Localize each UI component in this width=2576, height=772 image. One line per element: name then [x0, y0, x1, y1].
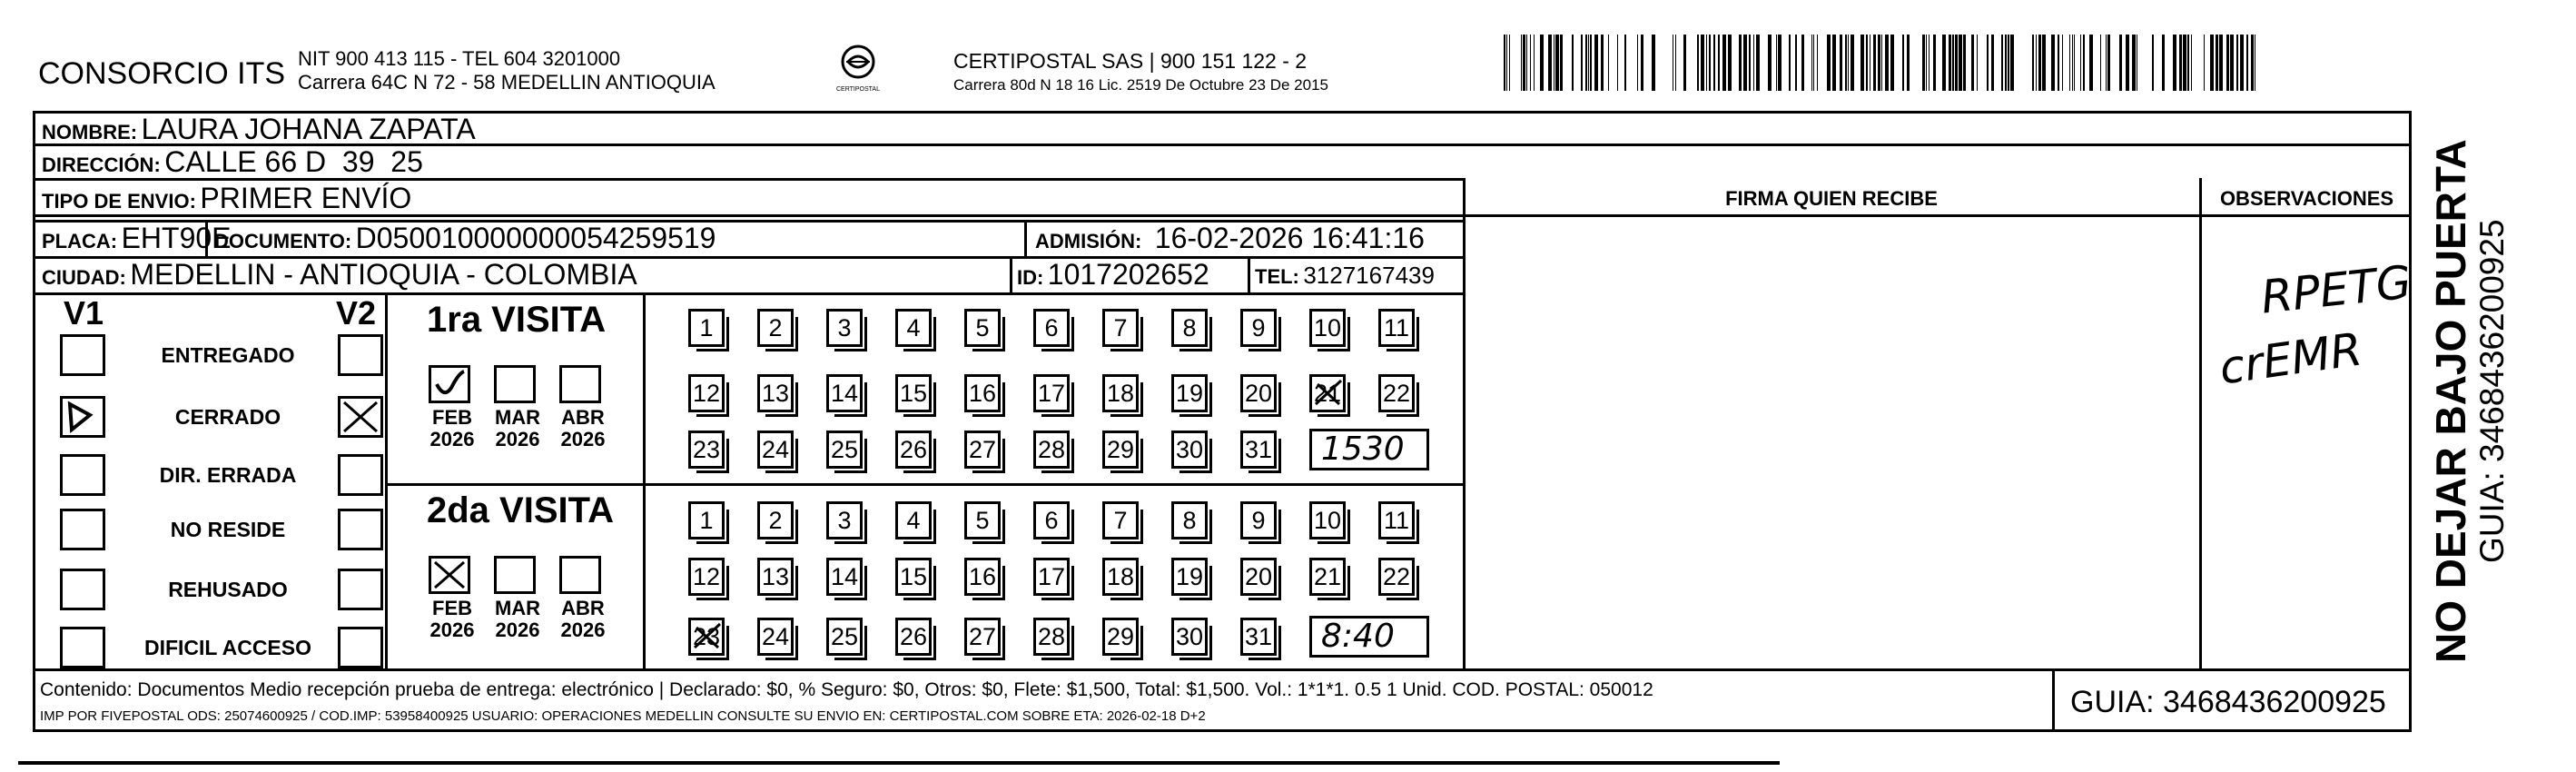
day-number: 3 — [837, 314, 852, 341]
day-number: 30 — [1175, 623, 1204, 650]
day-number: 21 — [1313, 563, 1342, 590]
city-cell — [42, 258, 637, 292]
day-box-11[interactable] — [1378, 501, 1415, 539]
day-number: 29 — [1106, 623, 1135, 650]
day-number: 16 — [968, 563, 997, 590]
v1-checkbox[interactable] — [60, 569, 105, 610]
v2-checkbox[interactable] — [338, 627, 383, 668]
day-number: 23 — [692, 623, 721, 650]
bottom-rule — [18, 761, 1780, 765]
company-address: Carrera 64C N 72 - 58 MEDELLIN ANTIOQUIA — [298, 71, 716, 94]
day-box-6[interactable] — [1033, 501, 1070, 539]
day-number: 6 — [1044, 507, 1059, 534]
day-number: 4 — [906, 507, 921, 534]
day-number: 7 — [1113, 507, 1128, 534]
day-number: 13 — [761, 380, 790, 407]
send-type-label: TIPO DE ENVIO: — [42, 190, 196, 213]
day-box-1[interactable] — [688, 501, 725, 539]
day-box-16[interactable] — [964, 374, 1001, 412]
day-number: 9 — [1251, 507, 1266, 534]
v1-checkbox[interactable] — [60, 454, 105, 496]
v2-checkbox[interactable] — [338, 396, 383, 438]
day-box-8[interactable] — [1171, 309, 1208, 347]
day-number: 27 — [968, 623, 997, 650]
day-box-18[interactable] — [1102, 558, 1139, 596]
day-box-13[interactable] — [757, 558, 794, 596]
year-label: 2026 — [495, 428, 540, 450]
day-number: 14 — [830, 380, 859, 407]
content-summary: Contenido: Documentos Medio recepción prueba de entrega: electrónico | Declarado: $0, % Seguro: $0, Otros: $0, Flete: $1,500, Total: $1,500. Vol.: 1*1*1. 0.5 1 Unid. COD. POSTAL: 050012 — [40, 679, 1653, 700]
day-number: 10 — [1313, 507, 1342, 534]
day-number: 20 — [1244, 563, 1273, 590]
day-box-6[interactable] — [1033, 309, 1070, 347]
document-cell — [214, 222, 716, 255]
v2-label: V2 — [336, 294, 377, 332]
plate: EHT90E — [121, 222, 232, 254]
barcode — [1504, 35, 2285, 94]
name-label: NOMBRE: — [42, 121, 138, 144]
admission-label: ADMISIÓN: — [1035, 230, 1142, 252]
day-box-24[interactable] — [757, 431, 794, 469]
day-box-17[interactable] — [1033, 558, 1070, 596]
day-number: 18 — [1106, 380, 1135, 407]
day-number: 20 — [1244, 380, 1273, 407]
v2-checkbox[interactable] — [338, 509, 383, 550]
day-box-29[interactable] — [1102, 431, 1139, 469]
day-number: 5 — [975, 314, 990, 341]
day-number: 25 — [830, 623, 859, 650]
day-number: 24 — [761, 623, 790, 650]
name-row — [42, 113, 476, 146]
day-number: 30 — [1175, 436, 1204, 463]
year-label: 2026 — [560, 619, 606, 641]
side-guide-number: GUIA: 3468436200925 — [2473, 219, 2511, 563]
day-box-27[interactable] — [964, 618, 1001, 656]
day-box-20[interactable] — [1240, 558, 1277, 596]
day-number: 21 — [1313, 380, 1342, 407]
day-box-4[interactable] — [895, 309, 932, 347]
plate-cell — [42, 222, 232, 255]
month-label: ABR — [561, 597, 605, 619]
status-label: DIR. ERRADA — [159, 463, 297, 487]
second-visit-time: 8:40 — [1321, 618, 1395, 655]
tel-number: 3127167439 — [1303, 262, 1435, 289]
side-guide — [2473, 182, 2510, 563]
day-box-12[interactable] — [688, 558, 725, 596]
day-number: 27 — [968, 436, 997, 463]
certipostal-logo-icon — [835, 44, 881, 82]
day-box-31[interactable] — [1240, 618, 1277, 656]
day-box-10[interactable] — [1309, 501, 1346, 539]
logo-caption: CERTIPOSTAL — [836, 86, 880, 93]
day-number: 8 — [1182, 314, 1197, 341]
day-box-11[interactable] — [1378, 309, 1415, 347]
year-label: 2026 — [560, 428, 606, 450]
month-label: MAR — [494, 406, 541, 429]
address-label: DIRECCIÓN: — [42, 153, 161, 176]
recipient-address: CALLE 66 D 39 25 — [164, 145, 423, 178]
month-checkbox-feb[interactable] — [429, 365, 470, 403]
city: MEDELLIN - ANTIOQUIA - COLOMBIA — [130, 258, 637, 291]
day-box-10[interactable] — [1309, 309, 1346, 347]
day-box-13[interactable] — [757, 374, 794, 412]
day-number: 14 — [830, 563, 859, 590]
month-checkbox-feb[interactable] — [429, 556, 470, 594]
check-mark-icon — [63, 399, 103, 435]
x-mark-icon — [431, 559, 468, 591]
v1-checkbox[interactable] — [60, 334, 105, 376]
v1-label: V1 — [64, 294, 104, 332]
day-number: 26 — [899, 436, 928, 463]
day-box-19[interactable] — [1171, 374, 1208, 412]
day-number: 12 — [692, 563, 721, 590]
day-box-25[interactable] — [826, 431, 863, 469]
id-cell — [1017, 258, 1209, 292]
day-box-7[interactable] — [1102, 501, 1139, 539]
tel-label: TEL: — [1255, 265, 1299, 288]
day-number: 17 — [1037, 380, 1066, 407]
year-label: 2026 — [495, 619, 540, 641]
day-box-5[interactable] — [964, 309, 1001, 347]
first-visit-title: 1ra VISITA — [427, 300, 607, 340]
day-number: 6 — [1044, 314, 1059, 341]
month-checkbox-abr[interactable] — [559, 365, 601, 403]
plate-label: PLACA: — [42, 230, 118, 252]
print-info: IMP POR FIVEPOSTAL ODS: 25074600925 / COD.IMP: 53958400925 USUARIO: OPERACIONES MEDELLIN CONSULTE SU ENVIO EN: CERTIPOSTAL.COM SOBRE ETA: 2026-02-18 D+2 — [40, 708, 1206, 724]
day-box-27[interactable] — [964, 431, 1001, 469]
day-box-8[interactable] — [1171, 501, 1208, 539]
status-label: CERRADO — [174, 405, 281, 429]
day-box-23[interactable] — [688, 618, 725, 656]
observations-header: OBSERVACIONES — [2219, 187, 2394, 210]
day-number: 9 — [1251, 314, 1266, 341]
day-number: 19 — [1175, 563, 1204, 590]
v2-checkbox[interactable] — [338, 569, 383, 610]
day-box-14[interactable] — [826, 558, 863, 596]
day-number: 16 — [968, 380, 997, 407]
day-number: 15 — [899, 563, 928, 590]
day-box-9[interactable] — [1240, 309, 1277, 347]
v2-checkbox[interactable] — [338, 334, 383, 376]
check-mark-icon — [431, 368, 468, 401]
scribble-mark-icon — [1312, 377, 1345, 410]
carrier-name: CERTIPOSTAL SAS | 900 151 122 - 2 — [953, 49, 1308, 73]
certipostal-logo — [835, 44, 881, 98]
day-number: 15 — [899, 380, 928, 407]
status-label: REHUSADO — [168, 578, 288, 601]
admission-cell — [1035, 222, 1425, 255]
day-number: 19 — [1175, 380, 1204, 407]
day-box-19[interactable] — [1171, 558, 1208, 596]
day-box-18[interactable] — [1102, 374, 1139, 412]
company-name: CONSORCIO ITS — [38, 56, 286, 91]
second-visit-time-box[interactable] — [1309, 616, 1429, 658]
day-number: 12 — [692, 380, 721, 407]
year-label: 2026 — [429, 619, 475, 641]
v1-checkbox[interactable] — [60, 396, 105, 438]
day-number: 28 — [1037, 623, 1066, 650]
send-type: PRIMER ENVÍO — [200, 182, 412, 214]
day-box-25[interactable] — [826, 618, 863, 656]
day-box-4[interactable] — [895, 501, 932, 539]
day-box-3[interactable] — [826, 309, 863, 347]
observation-handwriting-2: crEMR — [2216, 322, 2365, 395]
day-number: 11 — [1383, 507, 1410, 534]
status-label: DIFICIL ACCESO — [143, 636, 311, 659]
day-number: 22 — [1382, 380, 1411, 407]
first-visit-time: 1530 — [1321, 431, 1405, 468]
day-box-1[interactable] — [688, 309, 725, 347]
day-number: 29 — [1106, 436, 1135, 463]
day-number: 18 — [1106, 563, 1135, 590]
day-box-21[interactable] — [1309, 558, 1346, 596]
v1-checkbox[interactable] — [60, 509, 105, 550]
x-mark-icon — [341, 399, 380, 435]
day-number: 10 — [1313, 314, 1342, 341]
day-box-22[interactable] — [1378, 558, 1415, 596]
v1-checkbox[interactable] — [60, 627, 105, 668]
month-label: FEB — [432, 406, 472, 429]
day-box-9[interactable] — [1240, 501, 1277, 539]
day-number: 1 — [699, 507, 714, 534]
day-box-28[interactable] — [1033, 618, 1070, 656]
admission-date: 16-02-2026 16:41:16 — [1154, 222, 1425, 254]
day-number: 2 — [768, 314, 783, 341]
tel-cell — [1255, 262, 1435, 290]
day-number: 2 — [768, 507, 783, 534]
day-box-15[interactable] — [895, 374, 932, 412]
month-checkbox-abr[interactable] — [559, 556, 601, 594]
day-box-14[interactable] — [826, 374, 863, 412]
day-number: 13 — [761, 563, 790, 590]
day-number: 1 — [699, 314, 714, 341]
scribble-mark-icon — [691, 620, 724, 653]
day-box-23[interactable] — [688, 431, 725, 469]
document-label: DOCUMENTO: — [214, 230, 352, 252]
company-nit-tel: NIT 900 413 115 - TEL 604 3201000 — [298, 47, 621, 70]
day-box-16[interactable] — [964, 558, 1001, 596]
day-box-21[interactable] — [1309, 374, 1346, 412]
day-number: 8 — [1182, 507, 1197, 534]
recipient-name: LAURA JOHANA ZAPATA — [141, 113, 476, 145]
day-number: 17 — [1037, 563, 1066, 590]
day-number: 11 — [1383, 314, 1410, 341]
document-number: D050010000000054259519 — [355, 222, 716, 254]
day-box-30[interactable] — [1171, 431, 1208, 469]
day-number: 28 — [1037, 436, 1066, 463]
day-box-26[interactable] — [895, 431, 932, 469]
day-box-12[interactable] — [688, 374, 725, 412]
day-box-29[interactable] — [1102, 618, 1139, 656]
day-number: 22 — [1382, 563, 1411, 590]
month-checkbox-mar[interactable] — [494, 556, 536, 594]
address-row — [42, 145, 423, 179]
day-box-20[interactable] — [1240, 374, 1277, 412]
side-notice — [2426, 139, 2475, 663]
day-number: 5 — [975, 507, 990, 534]
day-box-2[interactable] — [757, 309, 794, 347]
day-box-22[interactable] — [1378, 374, 1415, 412]
day-box-28[interactable] — [1033, 431, 1070, 469]
day-number: 3 — [837, 507, 852, 534]
day-box-2[interactable] — [757, 501, 794, 539]
day-number: 26 — [899, 623, 928, 650]
send-type-row — [42, 182, 411, 215]
month-label: MAR — [494, 597, 541, 619]
footer-guide-number: GUIA: 3468436200925 — [2070, 685, 2386, 719]
day-number: 4 — [906, 314, 921, 341]
day-box-3[interactable] — [826, 501, 863, 539]
day-number: 31 — [1244, 623, 1273, 650]
observation-handwriting-1: RPETG — [2258, 255, 2414, 324]
day-number: 24 — [761, 436, 790, 463]
day-number: 31 — [1244, 436, 1273, 463]
first-visit-time-box[interactable] — [1309, 429, 1429, 470]
id-number: 1017202652 — [1047, 258, 1209, 291]
day-box-30[interactable] — [1171, 618, 1208, 656]
day-number: 25 — [830, 436, 859, 463]
day-box-31[interactable] — [1240, 431, 1277, 469]
status-label: NO RESIDE — [170, 518, 286, 541]
v2-checkbox[interactable] — [338, 454, 383, 496]
id-label: ID: — [1017, 266, 1044, 289]
day-box-15[interactable] — [895, 558, 932, 596]
month-label: ABR — [561, 406, 605, 429]
day-number: 7 — [1113, 314, 1128, 341]
day-box-7[interactable] — [1102, 309, 1139, 347]
no-dejar-notice: NO DEJAR BAJO PUERTA — [2427, 139, 2474, 663]
carrier-address: Carrera 80d N 18 16 Lic. 2519 De Octubre 23 De 2015 — [953, 76, 1328, 94]
signature-header: FIRMA QUIEN RECIBE — [1725, 187, 1938, 210]
year-label: 2026 — [429, 428, 475, 450]
second-visit-title: 2da VISITA — [427, 490, 614, 530]
city-label: CIUDAD: — [42, 266, 126, 289]
month-checkbox-mar[interactable] — [494, 365, 536, 403]
day-box-26[interactable] — [895, 618, 932, 656]
day-box-5[interactable] — [964, 501, 1001, 539]
month-label: FEB — [432, 597, 472, 619]
status-label: ENTREGADO — [161, 343, 295, 367]
day-number: 23 — [692, 436, 721, 463]
day-box-17[interactable] — [1033, 374, 1070, 412]
day-box-24[interactable] — [757, 618, 794, 656]
